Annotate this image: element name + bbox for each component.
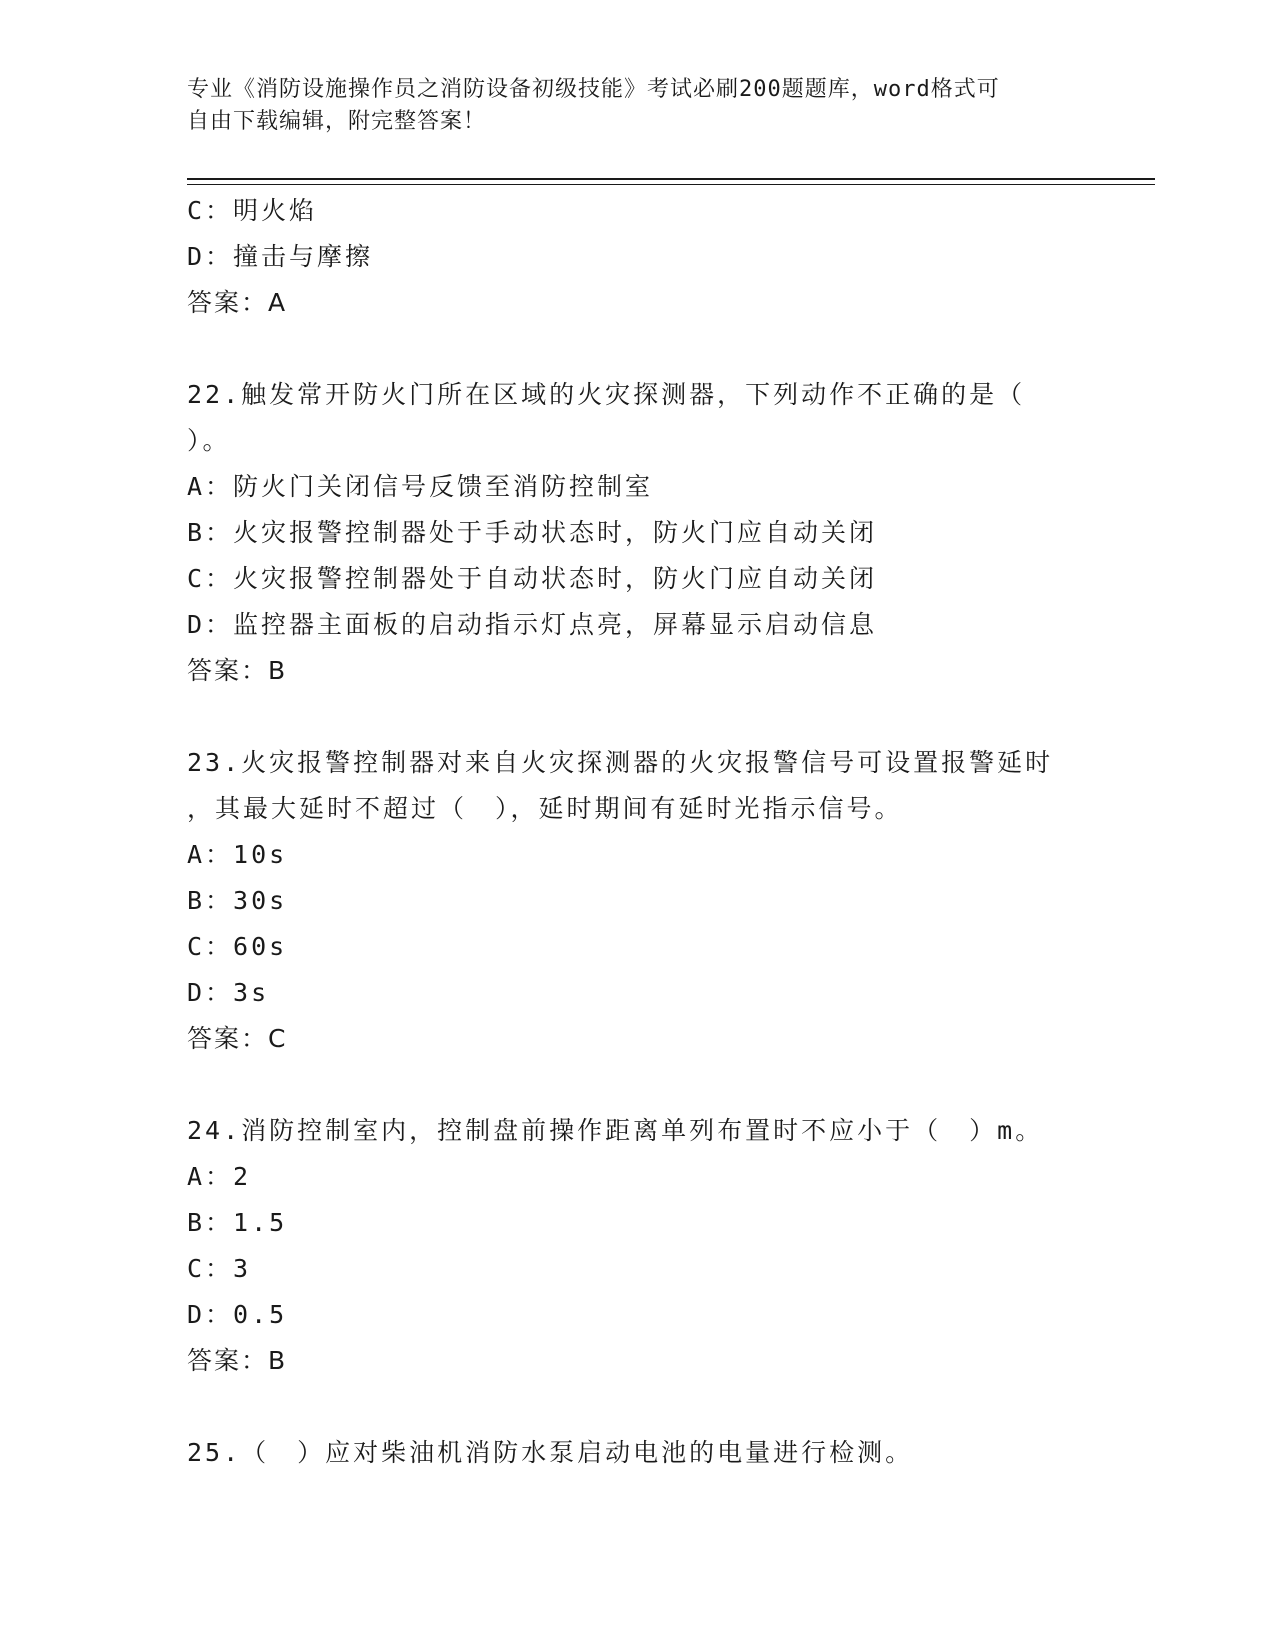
header-divider-thin xyxy=(187,184,1155,185)
option-a: A：防火门关闭信号反馈至消防控制室 xyxy=(187,472,654,501)
spacer xyxy=(187,694,1087,740)
document-header xyxy=(187,74,1087,138)
question-23 xyxy=(187,740,1087,1062)
answer-line: 答案：A xyxy=(187,288,288,317)
question-stem: 23.火灾报警控制器对来自火灾探测器的火灾报警信号可设置报警延时 xyxy=(187,748,1054,777)
option-d: D：撞击与摩擦 xyxy=(187,242,374,271)
header-line-2: 自由下载编辑，附完整答案！ xyxy=(187,109,487,134)
option-d: D：3s xyxy=(187,978,270,1007)
option-d: D：监控器主面板的启动指示灯点亮，屏幕显示启动信息 xyxy=(187,610,878,639)
option-c: C：60s xyxy=(187,932,288,961)
spacer xyxy=(187,1062,1087,1108)
option-d: D：0.5 xyxy=(187,1300,288,1329)
question-21-tail xyxy=(187,188,1087,326)
answer-line: 答案：B xyxy=(187,1346,288,1375)
option-a: A：2 xyxy=(187,1162,252,1191)
question-stem-continued: ，其最大延时不超过（ ），延时期间有延时光指示信号。 xyxy=(187,794,903,823)
header-line-1: 专业《消防设施操作员之消防设备初级技能》考试必刷200题题库，word格式可 xyxy=(187,77,1000,102)
question-stem: 24.消防控制室内，控制盘前操作距离单列布置时不应小于（ ）m。 xyxy=(187,1116,1044,1145)
option-a: A：10s xyxy=(187,840,288,869)
option-b: B：火灾报警控制器处于手动状态时，防火门应自动关闭 xyxy=(187,518,878,547)
header-divider-thick xyxy=(187,178,1155,180)
spacer xyxy=(187,326,1087,372)
question-stem: 22.触发常开防火门所在区域的火灾探测器，下列动作不正确的是（ xyxy=(187,380,1026,409)
question-24 xyxy=(187,1108,1087,1384)
question-25 xyxy=(187,1430,1087,1476)
option-b: B：1.5 xyxy=(187,1208,288,1237)
spacer xyxy=(187,1384,1087,1430)
option-c: C：明火焰 xyxy=(187,196,318,225)
answer-line: 答案：B xyxy=(187,656,288,685)
question-22 xyxy=(187,372,1087,694)
option-c: C：3 xyxy=(187,1254,252,1283)
option-b: B：30s xyxy=(187,886,288,915)
question-list xyxy=(187,188,1087,1476)
answer-line: 答案：C xyxy=(187,1024,288,1053)
question-stem: 25.（ ）应对柴油机消防水泵启动电池的电量进行检测。 xyxy=(187,1438,914,1467)
option-c: C：火灾报警控制器处于自动状态时，防火门应自动关闭 xyxy=(187,564,878,593)
question-stem-continued: ）。 xyxy=(187,426,231,455)
